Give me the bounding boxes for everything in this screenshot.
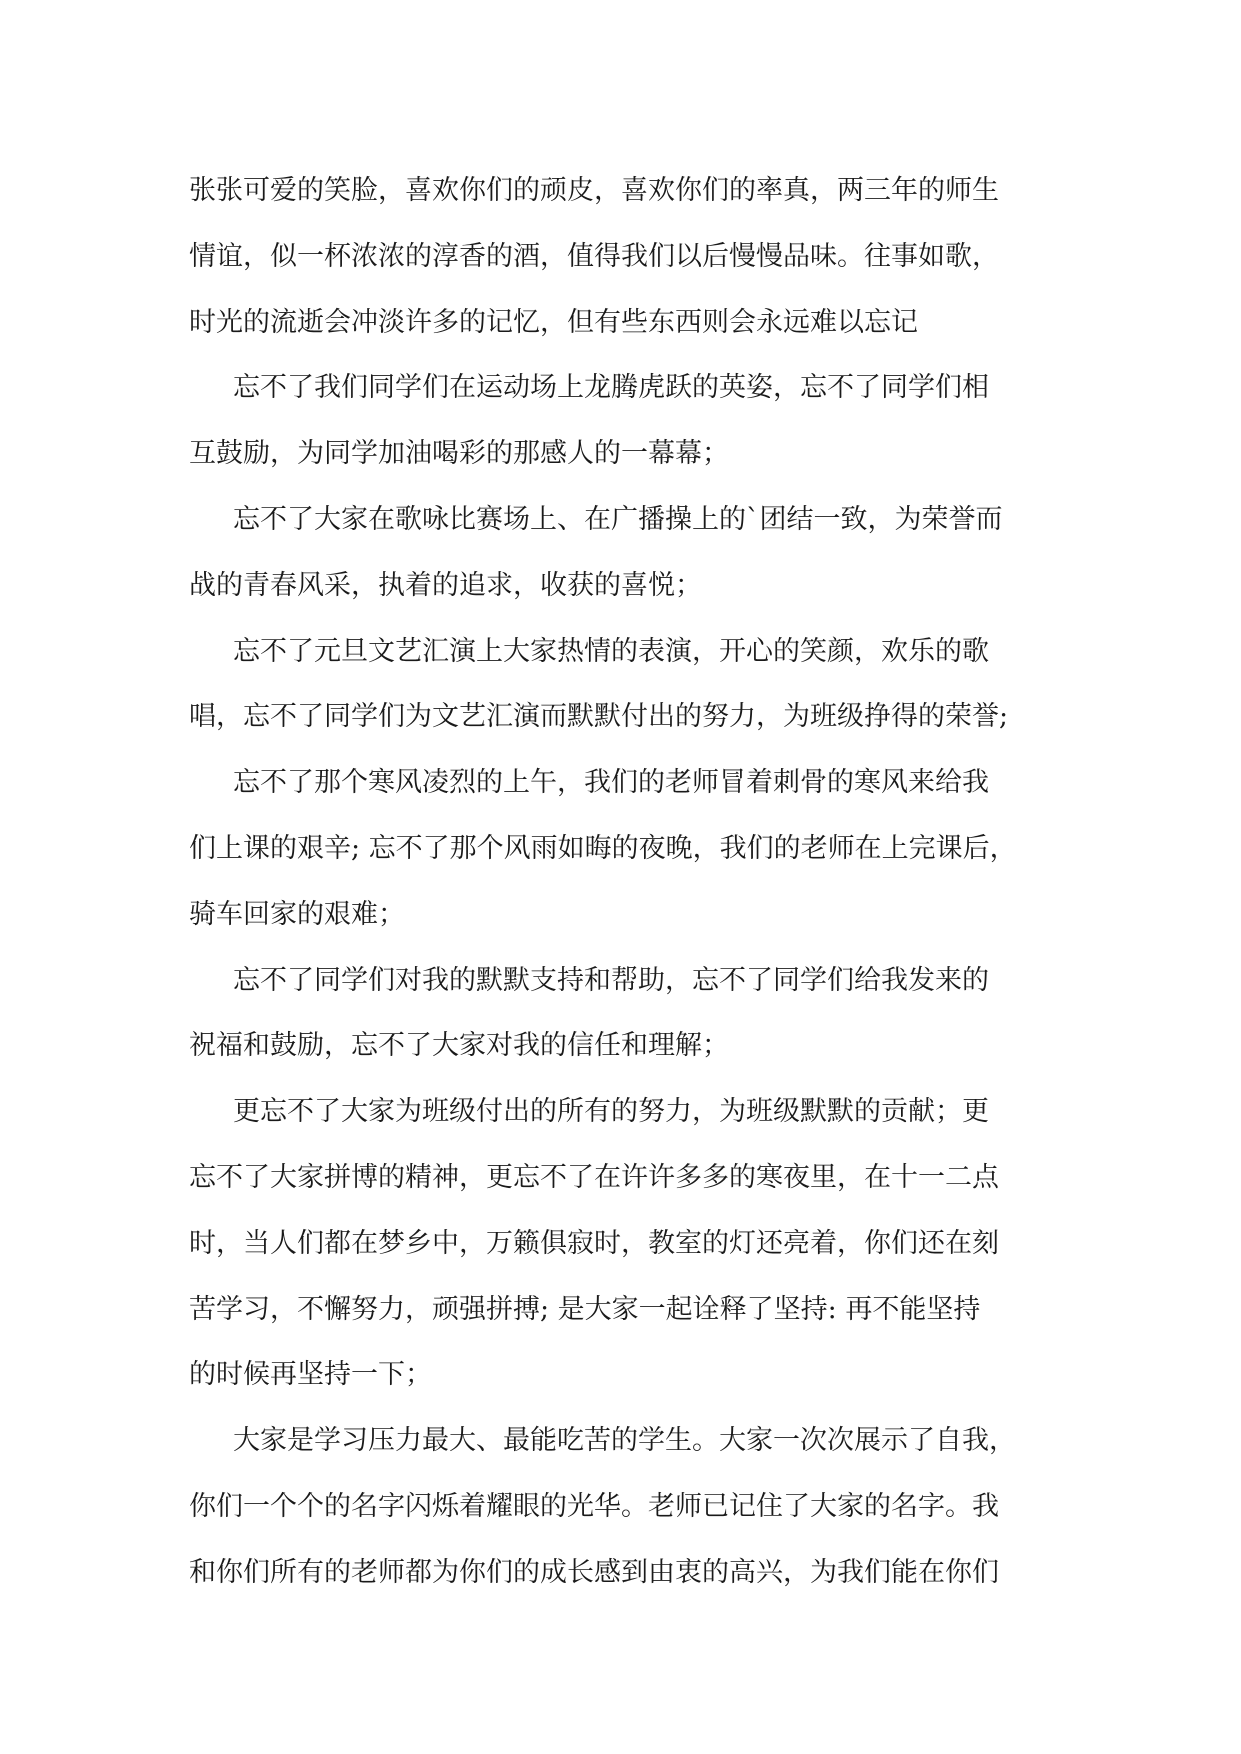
text-line: 忘不了大家拼博的精神，更忘不了在许许多多的寒夜里，在十一二点 [189,1161,999,1193]
text-line: 张张可爱的笑脸，喜欢你们的顽皮，喜欢你们的率真，两三年的师生 [189,175,999,206]
text-line: 唱，忘不了同学们为文艺汇演而默默付出的努力，为班级挣得的荣誉; [189,701,1009,733]
paragraph-first-line: 大家是学习压力最大、最能吃苦的学生。大家一次次展示了自我， [233,1425,1016,1457]
paragraph-first-line: 忘不了我们同学们在运动场上龙腾虎跃的英姿，忘不了同学们相 [233,372,989,404]
text-line: 的时候再坚持一下； [189,1359,432,1391]
paragraph-first-line: 忘不了那个寒风凌烈的上午，我们的老师冒着刺骨的寒风来给我 [233,767,989,799]
paragraph-first-line: 忘不了元旦文艺汇演上大家热情的表演，开心的笑颜，欢乐的歌 [233,635,989,667]
text-line: 和你们所有的老师都为你们的成长感到由衷的高兴，为我们能在你们 [189,1556,999,1588]
text-line: 你们一个个的名字闪烁着耀眼的光华。老师已记住了大家的名字。我 [189,1490,999,1522]
text-line: 们上课的艰辛; 忘不了那个风雨如晦的夜晚，我们的老师在上完课后， [189,832,1017,864]
text-line: 祝福和鼓励，忘不了大家对我的信任和理解； [189,1030,729,1062]
text-line: 时光的流逝会冲淡许多的记忆，但有些东西则会永远难以忘记 [189,306,918,338]
body-text [189,158,1059,1606]
paragraph-first-line: 忘不了同学们对我的默默支持和帮助，忘不了同学们给我发来的 [233,964,989,996]
text-line: 战的青春风采，执着的追求，收获的喜悦； [189,569,702,601]
text-line: 互鼓励，为同学加油喝彩的那感人的一幕幕； [189,438,729,470]
paragraph-first-line: 忘不了大家在歌咏比赛场上、在广播操上的`团结一致，为荣誉而 [233,503,1003,535]
text-line: 苦学习，不懈努力，顽强拼搏; 是大家一起诠释了坚持: 再不能坚持 [189,1293,981,1325]
text-line: 时，当人们都在梦乡中，万籁俱寂时，教室的灯还亮着，你们还在刻 [189,1227,999,1259]
paragraph-first-line: 更忘不了大家为班级付出的所有的努力，为班级默默的贡献；更 [233,1096,989,1128]
text-line: 情谊，似一杯浓浓的淳香的酒，值得我们以后慢慢品味。往事如歌， [189,240,999,272]
text-line: 骑车回家的艰难； [189,898,405,930]
